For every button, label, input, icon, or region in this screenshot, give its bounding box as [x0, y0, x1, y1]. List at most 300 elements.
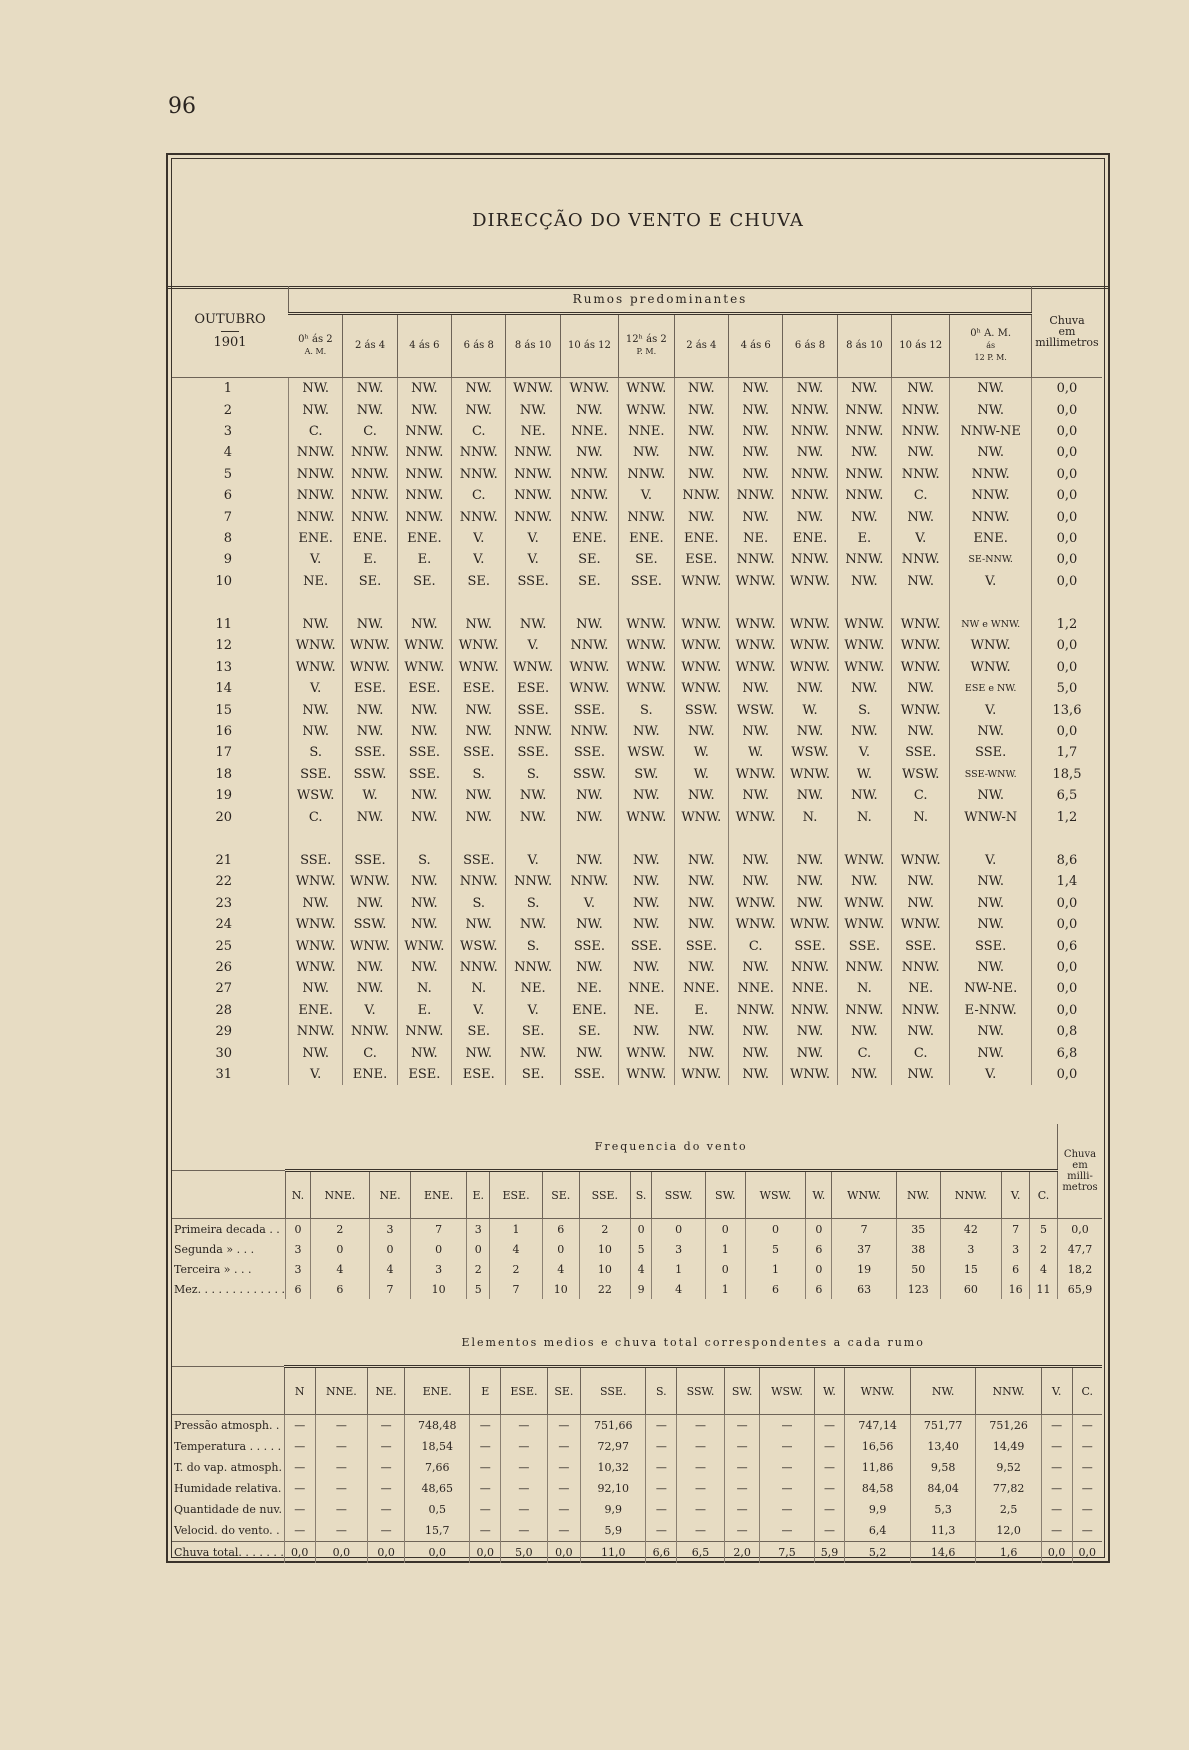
gap-cell	[289, 828, 343, 850]
direction-cell: C.	[343, 421, 397, 442]
decade-gap	[172, 828, 1102, 850]
elements-cell: 0,0	[404, 1542, 470, 1564]
gap-cell	[560, 828, 618, 850]
direction-cell: N.	[892, 806, 950, 827]
direction-cell: V.	[950, 699, 1032, 720]
elements-cell: —	[677, 1415, 725, 1437]
direction-cell: WNW.	[343, 935, 397, 956]
direction-cell: V.	[506, 528, 560, 549]
direction-cell: S.	[452, 764, 506, 785]
direction-cell: SSE.	[397, 764, 451, 785]
direction-cell: V.	[289, 549, 343, 570]
frequency-cell: 7	[490, 1279, 542, 1299]
direction-cell: NE.	[619, 1000, 675, 1021]
elements-column-header: SW.	[724, 1367, 760, 1415]
direction-cell: WNW.	[343, 657, 397, 678]
direction-cell: NW.	[289, 893, 343, 914]
elements-cell: 16,56	[845, 1436, 911, 1457]
day-cell: 24	[215, 917, 232, 933]
frequency-corner	[172, 1124, 285, 1171]
direction-cell: NW.	[728, 421, 782, 442]
rain-cell: 1,2	[1032, 614, 1103, 635]
elements-cell: —	[1041, 1520, 1072, 1542]
table-row	[172, 1259, 1102, 1279]
direction-cell: SW.	[619, 764, 675, 785]
elements-cell: 747,14	[845, 1415, 911, 1437]
direction-cell: SSE.	[452, 850, 506, 871]
direction-cell: NW.	[289, 614, 343, 635]
rain-cell: 6,5	[1032, 785, 1103, 806]
direction-cell: E-NNW.	[950, 1000, 1032, 1021]
frequency-rain-header	[1058, 1124, 1103, 1219]
elements-column-header: NE.	[368, 1367, 405, 1415]
direction-cell: WNW.	[728, 914, 782, 935]
direction-cell: NE.	[892, 978, 950, 999]
row-label: Pressão atmosph. .	[174, 1419, 280, 1432]
elements-cell: —	[760, 1415, 814, 1437]
table-row	[172, 614, 1102, 635]
table-row	[172, 442, 1102, 463]
rain-header-line: milli-	[1067, 1171, 1093, 1182]
rain-cell: 0,0	[1032, 549, 1103, 570]
direction-cell: SSE.	[506, 742, 560, 763]
frequency-column-header: WSW.	[745, 1171, 806, 1219]
direction-cell: N.	[837, 806, 891, 827]
direction-cell: SSE.	[289, 850, 343, 871]
direction-cell: WNW.	[289, 657, 343, 678]
direction-cell: V.	[837, 742, 891, 763]
table-row	[172, 506, 1102, 527]
elements-cell: 6,6	[646, 1542, 677, 1564]
direction-cell: WNW.	[397, 657, 451, 678]
elements-cell: 92,10	[580, 1478, 646, 1499]
elements-cell: —	[470, 1415, 501, 1437]
column-header-line: 12ʰ ás 2	[625, 334, 667, 345]
elements-cell: 15,7	[404, 1520, 470, 1542]
elements-cell: —	[814, 1499, 845, 1520]
elements-cell: —	[1072, 1457, 1102, 1478]
page-number: 96	[168, 94, 196, 119]
direction-cell: SE.	[619, 549, 675, 570]
elements-cell: —	[760, 1499, 814, 1520]
direction-cell: NW.	[837, 1064, 891, 1085]
direction-cell: NNW.	[560, 506, 618, 527]
rain-cell: 0,0	[1032, 378, 1103, 400]
rain-cell: 0,0	[1032, 1000, 1103, 1021]
row-label: Terceira » . . .	[174, 1262, 252, 1276]
direction-cell: NW.	[343, 614, 397, 635]
direction-cell: NW.	[837, 442, 891, 463]
direction-cell: ESE.	[397, 678, 451, 699]
elements-cell: —	[284, 1478, 315, 1499]
direction-cell: NW.	[674, 442, 728, 463]
frequency-cell: 123	[896, 1279, 940, 1299]
elements-cell: 751,77	[910, 1415, 976, 1437]
direction-cell: NNW.	[343, 442, 397, 463]
gap-cell	[619, 828, 675, 850]
elements-cell: 5,9	[580, 1520, 646, 1542]
direction-cell: WNW.	[506, 378, 560, 400]
elements-column-header: WNW.	[845, 1367, 911, 1415]
direction-cell: NW.	[397, 614, 451, 635]
elements-cell: —	[814, 1478, 845, 1499]
direction-cell: NW.	[452, 914, 506, 935]
frequency-cell: 11	[1030, 1279, 1058, 1299]
direction-cell: W.	[674, 742, 728, 763]
frequency-cell: 2	[310, 1219, 369, 1240]
elements-cell: 0,5	[404, 1499, 470, 1520]
elements-cell: —	[1072, 1415, 1102, 1437]
frequency-cell: 1	[745, 1259, 806, 1279]
table-row	[172, 1279, 1102, 1299]
direction-cell: NW.	[892, 506, 950, 527]
direction-cell: NW.	[397, 399, 451, 420]
elements-cell: —	[814, 1457, 845, 1478]
direction-cell: W.	[728, 742, 782, 763]
direction-cell: SSE.	[560, 1064, 618, 1085]
direction-cell: WNW.	[783, 571, 837, 592]
day-cell: 30	[215, 1045, 232, 1061]
gap-cell	[506, 592, 560, 614]
direction-cell: NW.	[506, 806, 560, 827]
direction-cell: NW.	[452, 785, 506, 806]
elements-cell: —	[814, 1415, 845, 1437]
frequency-cell: 65,9	[1058, 1279, 1103, 1299]
direction-cell: S.	[452, 893, 506, 914]
frequency-cell: 3	[411, 1259, 467, 1279]
direction-cell: WNW.	[837, 635, 891, 656]
direction-cell: NNW.	[506, 957, 560, 978]
direction-cell: NW.	[674, 399, 728, 420]
column-header-line: P. M.	[636, 347, 657, 356]
direction-cell: NW.	[728, 1021, 782, 1042]
direction-cell: NW.	[674, 871, 728, 892]
decade-gap	[172, 592, 1102, 614]
column-header	[560, 314, 618, 378]
frequency-cell: 1	[705, 1239, 745, 1259]
frequency-cell: 4	[652, 1279, 705, 1299]
direction-cell: NW.	[892, 442, 950, 463]
frequency-cell: 4	[542, 1259, 579, 1279]
direction-cell: WNW.	[619, 678, 675, 699]
direction-cell: ESE e NW.	[950, 678, 1032, 699]
direction-cell: SSE.	[950, 935, 1032, 956]
direction-cell: W.	[674, 764, 728, 785]
direction-cell: WNW.	[560, 378, 618, 400]
direction-cell: WNW.	[560, 678, 618, 699]
frequency-cell: 18,2	[1058, 1259, 1103, 1279]
elements-cell: —	[724, 1478, 760, 1499]
elements-cell: 0,0	[368, 1542, 405, 1564]
direction-cell: NW.	[837, 721, 891, 742]
direction-cell: C.	[892, 785, 950, 806]
direction-cell: ESE.	[674, 549, 728, 570]
elements-cell: 13,40	[910, 1436, 976, 1457]
day-cell: 4	[223, 445, 232, 461]
direction-cell: NNW.	[950, 506, 1032, 527]
direction-cell: WNW.	[619, 399, 675, 420]
direction-cell: WNW.	[674, 657, 728, 678]
frequency-column-header: SW.	[705, 1171, 745, 1219]
elements-cell: —	[470, 1520, 501, 1542]
table-row	[172, 421, 1102, 442]
column-header-line: A. M.	[304, 347, 327, 356]
column-header	[892, 314, 950, 378]
elements-cell: 11,86	[845, 1457, 911, 1478]
direction-cell: NW.	[837, 506, 891, 527]
direction-cell: NNW.	[783, 421, 837, 442]
direction-cell: C.	[289, 806, 343, 827]
elements-cell: —	[315, 1457, 368, 1478]
section-elements: Elementos medios e chuva total correspondentes a cada rumo	[284, 1320, 1102, 1367]
direction-cell: ENE.	[343, 528, 397, 549]
frequency-column-header: ENE.	[411, 1171, 467, 1219]
elements-cell: 0,0	[315, 1542, 368, 1564]
direction-cell: SSE.	[452, 742, 506, 763]
row-label: Chuva total. . . . . . .	[172, 1542, 284, 1564]
direction-cell: N.	[783, 806, 837, 827]
direction-cell: WSW.	[289, 785, 343, 806]
gap-cell	[728, 828, 782, 850]
direction-cell: ENE.	[397, 528, 451, 549]
direction-cell: SE.	[506, 1021, 560, 1042]
direction-cell: NNW.	[560, 721, 618, 742]
elements-cell: 9,52	[976, 1457, 1042, 1478]
direction-cell: V.	[950, 1064, 1032, 1085]
elements-cell: —	[501, 1499, 548, 1520]
rain-cell: 1,2	[1032, 806, 1103, 827]
direction-cell: NW.	[289, 699, 343, 720]
direction-cell: SSW.	[343, 914, 397, 935]
direction-cell: NW.	[289, 1042, 343, 1063]
direction-cell: NNW.	[452, 464, 506, 485]
frequency-cell: 3	[285, 1239, 310, 1259]
frequency-cell: 4	[1030, 1259, 1058, 1279]
day-cell: 31	[215, 1066, 232, 1082]
direction-cell: NW.	[728, 1042, 782, 1063]
direction-cell: WNW.	[289, 914, 343, 935]
frequency-cell: 6	[1002, 1259, 1030, 1279]
direction-cell: NW.	[783, 721, 837, 742]
direction-cell: NW.	[397, 957, 451, 978]
column-header	[619, 314, 675, 378]
elements-cell: —	[284, 1520, 315, 1542]
gap-cell	[1032, 828, 1103, 850]
direction-cell: NNE.	[619, 421, 675, 442]
direction-cell: S.	[506, 764, 560, 785]
elements-cell: —	[547, 1436, 580, 1457]
day-cell: 20	[215, 809, 232, 825]
direction-cell: NNW.	[837, 549, 891, 570]
table-row	[172, 378, 1102, 400]
elements-column-header: SSW.	[677, 1367, 725, 1415]
rain-cell: 0,0	[1032, 957, 1103, 978]
direction-cell: C.	[452, 485, 506, 506]
frequency-cell: 5	[745, 1239, 806, 1259]
day-cell: 27	[215, 981, 232, 997]
day-cell: 14	[215, 681, 232, 697]
direction-cell: WNW.	[674, 1064, 728, 1085]
frequency-column-header: ESE.	[490, 1171, 542, 1219]
elements-cell: 9,58	[910, 1457, 976, 1478]
rain-cell: 0,0	[1032, 721, 1103, 742]
direction-cell: NNW.	[560, 635, 618, 656]
elements-cell: —	[284, 1499, 315, 1520]
day-cell: 23	[215, 895, 232, 911]
elements-cell: —	[1041, 1436, 1072, 1457]
direction-cell: S.	[506, 935, 560, 956]
direction-cell: NW.	[506, 785, 560, 806]
direction-cell: NW.	[506, 614, 560, 635]
direction-cell: NW.	[619, 893, 675, 914]
direction-cell: NW.	[950, 721, 1032, 742]
direction-cell: WNW.	[619, 635, 675, 656]
direction-cell: NW.	[892, 871, 950, 892]
direction-cell: WNW.	[674, 571, 728, 592]
elements-cell: —	[284, 1415, 315, 1437]
direction-cell: WSW.	[892, 764, 950, 785]
rain-cell: 0,0	[1032, 464, 1103, 485]
rain-cell: 8,6	[1032, 850, 1103, 871]
column-header-line: 8 ás 10	[846, 340, 883, 351]
direction-cell: NNW.	[783, 549, 837, 570]
direction-cell: WNW.	[892, 699, 950, 720]
direction-cell: NW.	[837, 785, 891, 806]
column-header	[837, 314, 891, 378]
direction-cell: NW.	[783, 442, 837, 463]
direction-cell: V.	[560, 893, 618, 914]
column-header	[289, 314, 343, 378]
direction-cell: ESE.	[343, 678, 397, 699]
direction-cell: ESE.	[397, 1064, 451, 1085]
column-header	[397, 314, 451, 378]
table-row	[172, 1520, 1102, 1542]
elements-column-header: S.	[646, 1367, 677, 1415]
frequency-column-header: C.	[1030, 1171, 1058, 1219]
direction-cell: NW.	[397, 806, 451, 827]
direction-cell: NW.	[343, 957, 397, 978]
gap-cell	[172, 592, 289, 614]
direction-cell: C.	[343, 1042, 397, 1063]
elements-cell: 6,5	[677, 1542, 725, 1564]
frequency-cell: 1	[652, 1259, 705, 1279]
elements-cell: —	[724, 1499, 760, 1520]
direction-cell: WNW.	[397, 635, 451, 656]
direction-cell: NE.	[728, 528, 782, 549]
direction-cell: SSE.	[506, 699, 560, 720]
direction-cell: WNW.	[397, 935, 451, 956]
elements-cell: —	[814, 1436, 845, 1457]
frequency-cell: 4	[630, 1259, 652, 1279]
elements-cell: —	[724, 1415, 760, 1437]
row-label: Temperatura . . . . .	[174, 1440, 282, 1453]
direction-cell: WNW.	[837, 614, 891, 635]
rain-cell: 0,0	[1032, 399, 1103, 420]
direction-cell: NW.	[289, 978, 343, 999]
direction-cell: WNW.	[728, 764, 782, 785]
elements-cell: —	[677, 1478, 725, 1499]
table-row	[172, 1478, 1102, 1499]
direction-cell: WNW-N	[950, 806, 1032, 827]
frequency-cell: 6	[542, 1219, 579, 1240]
direction-cell: NNW.	[506, 506, 560, 527]
direction-cell: C.	[289, 421, 343, 442]
frequency-cell: 4	[369, 1259, 410, 1279]
direction-cell: NW.	[783, 785, 837, 806]
table-row	[172, 721, 1102, 742]
elements-corner	[172, 1320, 284, 1367]
direction-cell: NW.	[950, 785, 1032, 806]
direction-cell: SSE.	[343, 850, 397, 871]
direction-cell: NW.	[674, 721, 728, 742]
direction-cell: NNW.	[619, 464, 675, 485]
frequency-column-header: NW.	[896, 1171, 940, 1219]
gap-cell	[1032, 592, 1103, 614]
direction-cell: WNW.	[289, 935, 343, 956]
elements-column-header: C.	[1072, 1367, 1102, 1415]
direction-cell: WNW.	[783, 1064, 837, 1085]
elements-column-header: NNE.	[315, 1367, 368, 1415]
elements-cell: —	[760, 1457, 814, 1478]
table-row	[172, 1064, 1102, 1085]
direction-cell: ENE.	[289, 1000, 343, 1021]
direction-cell: NNW.	[289, 464, 343, 485]
direction-cell: NW.	[674, 464, 728, 485]
frequency-cell: 6	[310, 1279, 369, 1299]
direction-cell: NW.	[619, 871, 675, 892]
elements-cell: —	[501, 1436, 548, 1457]
direction-cell: NW.	[728, 785, 782, 806]
column-header-line: 4 ás 6	[409, 340, 440, 351]
direction-cell: S.	[619, 699, 675, 720]
direction-cell: SE.	[506, 1064, 560, 1085]
frequency-column-header: NE.	[369, 1171, 410, 1219]
direction-cell: WNW.	[452, 657, 506, 678]
frequency-cell: 2	[1030, 1239, 1058, 1259]
gap-cell	[560, 592, 618, 614]
direction-cell: NW-NE.	[950, 978, 1032, 999]
frequency-cell: 3	[652, 1239, 705, 1259]
table-row	[172, 742, 1102, 763]
direction-cell: WNW.	[289, 957, 343, 978]
direction-cell: NW.	[289, 721, 343, 742]
direction-cell: SSE.	[892, 742, 950, 763]
frequency-cell: 6	[745, 1279, 806, 1299]
direction-cell: NNW.	[289, 506, 343, 527]
elements-cell: —	[315, 1520, 368, 1542]
rain-header-line: metros	[1062, 1182, 1098, 1193]
frequency-cell: 6	[285, 1279, 310, 1299]
direction-cell: NNW.	[397, 1021, 451, 1042]
direction-cell: V.	[619, 485, 675, 506]
direction-cell: NNW.	[452, 506, 506, 527]
direction-cell: SSE.	[560, 742, 618, 763]
elements-cell: —	[315, 1415, 368, 1437]
direction-cell: WNW.	[619, 806, 675, 827]
elements-cell: —	[724, 1457, 760, 1478]
direction-cell: V.	[950, 571, 1032, 592]
direction-cell: WNW.	[619, 378, 675, 400]
table-row	[172, 871, 1102, 892]
direction-cell: V.	[452, 528, 506, 549]
direction-cell: NE.	[506, 978, 560, 999]
elements-cell: 5,2	[845, 1542, 911, 1564]
elements-cell: 5,0	[501, 1542, 548, 1564]
gap-cell	[837, 828, 891, 850]
direction-cell: SSE.	[892, 935, 950, 956]
direction-cell: WNW.	[674, 635, 728, 656]
direction-cell: NNW.	[397, 485, 451, 506]
